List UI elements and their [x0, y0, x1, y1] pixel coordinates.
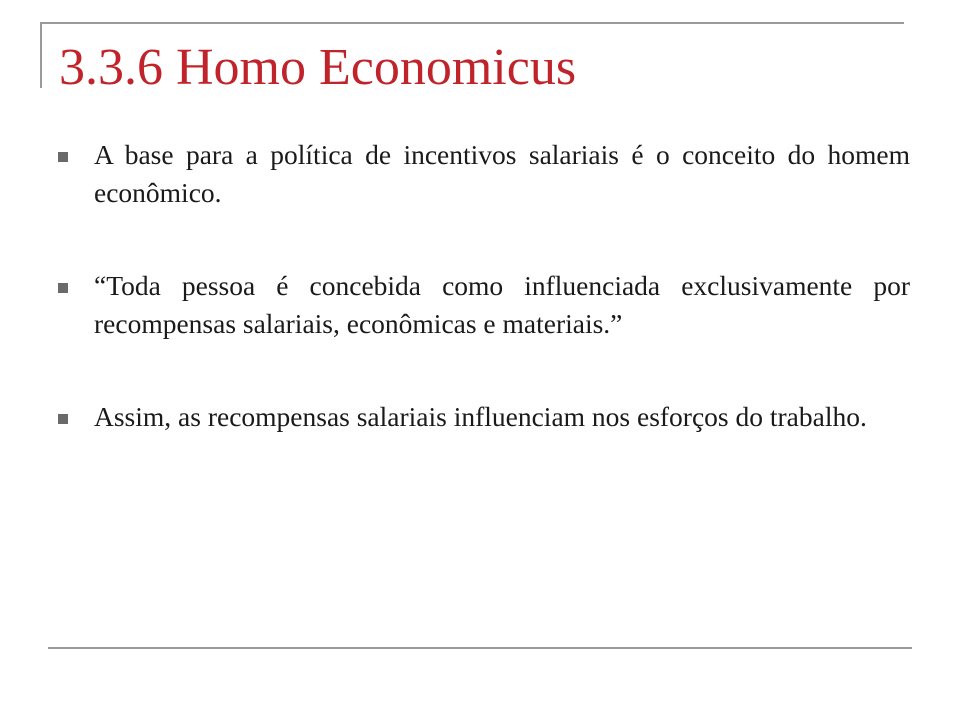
- bullet-item: [58, 398, 910, 436]
- square-bullet-icon: [58, 283, 68, 293]
- bullet-text: A base para a política de incentivos salariais é o conceito do homem econômico.: [94, 139, 910, 208]
- bullet-list: [58, 136, 910, 436]
- top-divider: [40, 22, 904, 24]
- left-divider: [40, 22, 42, 88]
- bullet-item: [58, 136, 910, 212]
- square-bullet-icon: [58, 152, 68, 162]
- square-bullet-icon: [58, 414, 68, 424]
- slide-title: 3.3.6 Homo Economicus: [59, 39, 577, 96]
- bottom-divider: [48, 647, 912, 649]
- bullet-item: [58, 267, 910, 343]
- bullet-text: “Toda pessoa é concebida como influenciada exclusivamente por recompensas salariais, econômicas e materiais.”: [94, 270, 910, 339]
- bullet-text: Assim, as recompensas salariais influenciam nos esforços do trabalho.: [94, 401, 867, 432]
